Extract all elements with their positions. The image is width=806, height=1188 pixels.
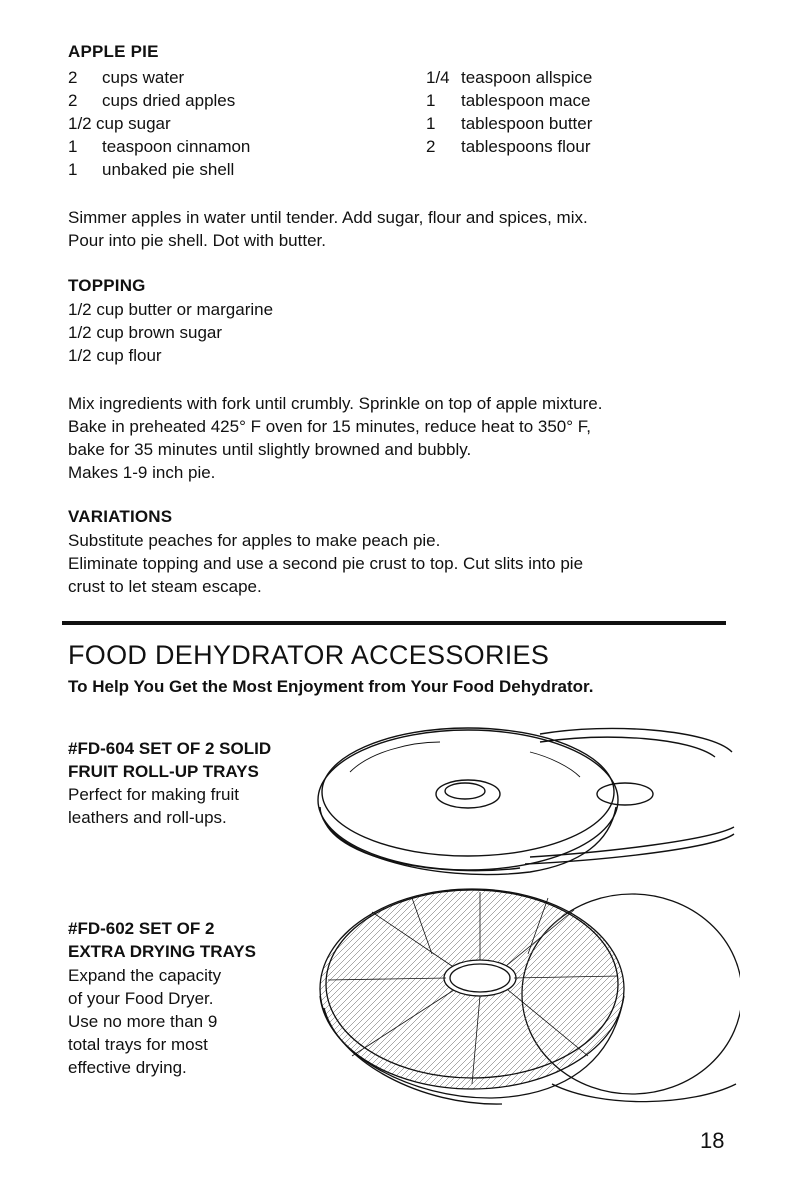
accessory-title-line: #FD-604 SET OF 2 SOLID — [68, 739, 272, 758]
variation-line: Eliminate topping and use a second pie crust to top. Cut slits into pie — [68, 554, 584, 573]
ingredient-text: tablespoons flour — [461, 137, 591, 156]
variations-text — [68, 529, 583, 598]
ingredient-text: cups dried apples — [102, 91, 236, 110]
topping-ingredient: 1/2 cup brown sugar — [68, 323, 223, 342]
variation-line: crust to let steam escape. — [68, 577, 262, 596]
topping-title: TOPPING — [68, 276, 146, 295]
section-divider — [62, 621, 726, 625]
accessory-title-line: EXTRA DRYING TRAYS — [68, 942, 256, 961]
instruction-line: bake for 35 minutes until slightly browned and bubbly. — [68, 440, 472, 459]
topping-ingredient: 1/2 cup flour — [68, 346, 162, 365]
accessory-desc-line: of your Food Dryer. — [68, 989, 214, 1008]
topping-ingredients — [68, 298, 273, 367]
accessory-fd602-title — [68, 917, 256, 963]
ingredient-qty: 2 — [68, 91, 78, 110]
accessory-title-line: FRUIT ROLL-UP TRAYS — [68, 762, 259, 781]
variations-title: VARIATIONS — [68, 507, 173, 526]
instruction-line: Simmer apples in water until tender. Add sugar, flour and spices, mix. — [68, 208, 588, 227]
extra-drying-trays-illustration — [312, 884, 740, 1112]
accessory-desc-line: total trays for most — [68, 1035, 208, 1054]
topping-ingredient: 1/2 cup butter or margarine — [68, 300, 274, 319]
instruction-line: Pour into pie shell. Dot with butter. — [68, 231, 326, 250]
accessory-desc-line: leathers and roll-ups. — [68, 808, 227, 827]
accessory-fd604-description — [68, 783, 239, 829]
accessory-desc-line: Expand the capacity — [68, 966, 222, 985]
ingredient-text: cup sugar — [96, 114, 171, 133]
ingredient-qty: 2 — [426, 137, 436, 156]
ingredient-text: teaspoon cinnamon — [102, 137, 251, 156]
ingredient-text: unbaked pie shell — [102, 160, 235, 179]
accessories-title: FOOD DEHYDRATOR ACCESSORIES — [68, 640, 550, 670]
ingredient-text: teaspoon allspice — [461, 68, 593, 87]
instruction-line: Bake in preheated 425° F oven for 15 minutes, reduce heat to 350° F, — [68, 417, 591, 436]
ingredient-qty: 1 — [426, 91, 436, 110]
variation-line: Substitute peaches for apples to make peach pie. — [68, 531, 441, 550]
ingredient-qty: 1 — [68, 137, 78, 156]
ingredient-text: tablespoon butter — [461, 114, 593, 133]
recipe-instructions — [68, 206, 588, 252]
accessories-subtitle: To Help You Get the Most Enjoyment from Your Food Dehydrator. — [68, 677, 594, 696]
solid-roll-up-trays-illustration — [310, 712, 738, 880]
instruction-line: Makes 1-9 inch pie. — [68, 463, 216, 482]
topping-instructions — [68, 392, 602, 484]
ingredient-qty: 1/2 — [68, 114, 92, 133]
accessory-fd602-description — [68, 964, 221, 1079]
accessory-desc-line: Use no more than 9 — [68, 1012, 218, 1031]
ingredient-qty: 1 — [426, 114, 436, 133]
ingredient-qty: 1 — [68, 160, 78, 179]
instruction-line: Mix ingredients with fork until crumbly. Sprinkle on top of apple mixture. — [68, 394, 603, 413]
accessory-title-line: #FD-602 SET OF 2 — [68, 919, 215, 938]
ingredient-text: tablespoon mace — [461, 91, 591, 110]
page-number: 18 — [700, 1128, 725, 1153]
accessory-desc-line: effective drying. — [68, 1058, 187, 1077]
ingredient-text: cups water — [102, 68, 185, 87]
accessory-desc-line: Perfect for making fruit — [68, 785, 240, 804]
ingredient-qty: 1/4 — [426, 68, 450, 87]
ingredient-qty: 2 — [68, 68, 78, 87]
accessory-fd604-title — [68, 737, 271, 783]
recipe-title: APPLE PIE — [68, 42, 159, 61]
